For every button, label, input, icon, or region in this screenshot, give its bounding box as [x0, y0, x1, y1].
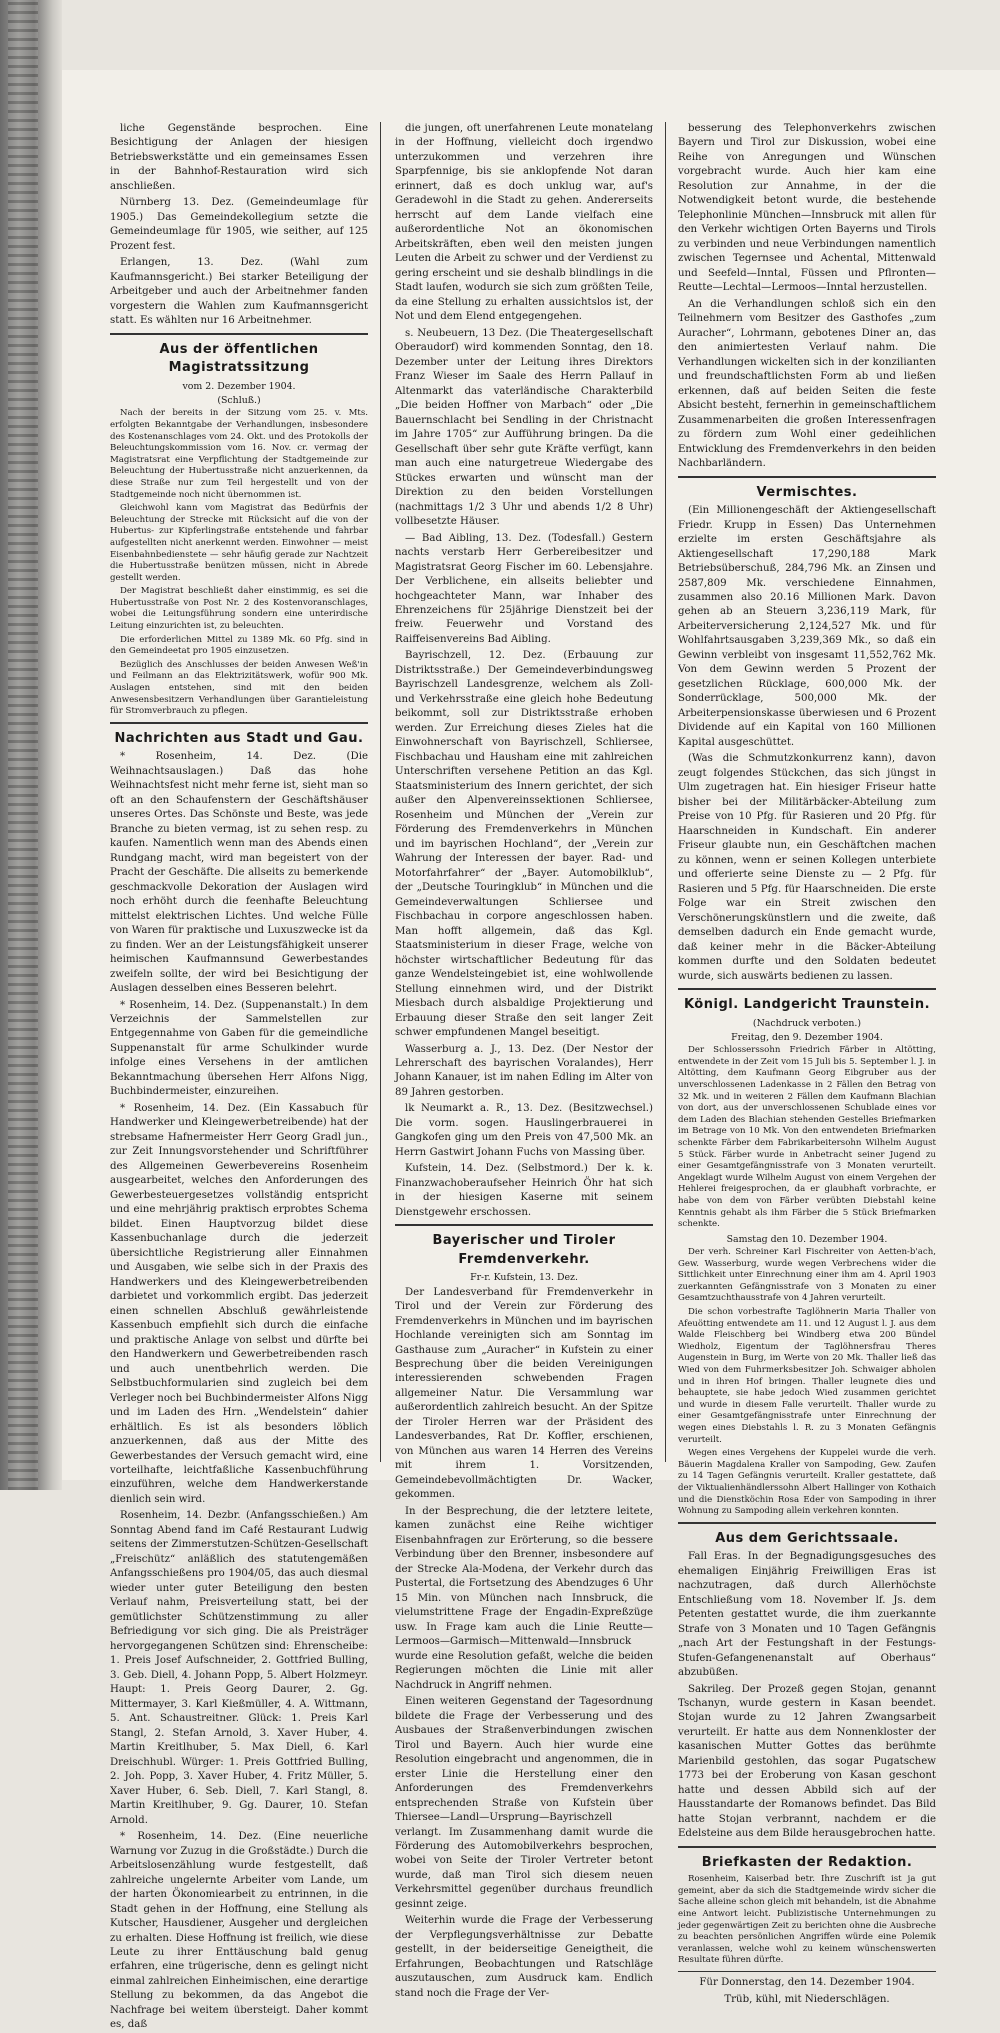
- section-divider: [395, 1224, 653, 1226]
- vermischtes-paragraph: (Was die Schmutzkonkurrenz kann), davon zeugt folgendes Stückchen, das sich jüngst in Ulm zugetragen hat. Ein hiesiger Friseur hatte bisher bei der Militärbäcker-Abteilung zum Preise von 10 Pfg. für Rasieren und 20 Pfg. für Haarschneiden in Kundschaft. Ein anderer Friseur glaubte nun, ein Geschäftchen machen zu können, wenn er seinen Kollegen unterbiete und offerierte seine Dienste zu — 2 Pfg. für Rasieren und 5 Pfg. für Haarschneiden. Die erste Folge war ein Streit zwischen den Verschönerungskünstlern und die zweite, daß demselben dadurch ein Ende gemacht wurde, daß keiner mehr in die Bäcker-Abteilung kommen durfte und den Soldaten bedeutet wurde, sich auswärts bedienen zu lassen.: [678, 753, 936, 982]
- weather-date: Für Donnerstag, den 14. Dezember 1904.: [699, 1977, 915, 1989]
- section-date: vom 2. Dezember 1904.: [182, 380, 296, 392]
- section-divider: [678, 1846, 936, 1848]
- briefkasten-paragraph: Rosenheim, Kaiserbad betr. Ihre Zuschrift ist ja gut gemeint, aber da sich die Stadtgemeinde wirdv sicher die Sache alleine schon gleich mit behandeln, ist die Abnahme eine Antwort leicht. Publizistische Unternehmungen zu jeder gegenwärtigen Zeit zu berichten ohne die Ausbreche zu beachten persönlichen Angriffen würde eine Polemik veranlassen, welche wohl zu keinem wünschenswerten Resultate führen dürfte.: [678, 1874, 936, 1966]
- section-heading-fremdenverkehr: Bayerischer und Tiroler Fremdenverkehr.: [432, 1233, 616, 1267]
- court-paragraph: Der verh. Schreiner Karl Fischreiter von Aetten-b'ach, Gew. Wasserburg, wurde wegen Verbrechens wider die Sittlichkeit unter Einrechnung einer ihm am 4. April 1903 zuerkannten Gefängnisstrafe von 3 Monaten zu einer Gesamtzuchthausstrafe von 4 Jahren verurteilt.: [678, 1247, 936, 1304]
- section-heading-vermischtes: Vermischtes.: [756, 484, 858, 500]
- article-bad-aibling: — Bad Aibling, 13. Dez. (Todesfall.) Gestern nachts verstarb Herr Gerbereibesitzer und Magistratsrat Georg Fischer im 60. Lebensjahre. Der Verblichene, ein allseits beliebter und hochgeachteter Mann, war Inhaber des Ehrenzeichens für 25jährige Dienstzeit bei der freiw. Feuerwehr und Vorstand des Raiffeisenvereins Bad Aibling.: [395, 532, 653, 645]
- article-wasserburg: Wasserburg a. J., 13. Dez. (Der Nestor der Lehrerschaft des bayrischen Voralandes), Herr Johann Kanauer, ist im nahen Edling im Alter von 89 Jahren gestorben.: [395, 1043, 653, 1098]
- verkehr-paragraph: Einen weiteren Gegenstand der Tagesordnung bildete die Frage der Verbesserung und des Ausbaues der Straßenverbindungen zwischen Tirol und Bayern. Auch hier wurde eine Resolution eingebracht und angenommen, die in erster Linie die Herstellung einer den Anforderungen des Fremdenverkehrs entsprechenden Straße von Kufstein über Thiersee—Landl—Ursprung—Bayrischzell verlangt. Im Zusammenhang damit wurde die Förderung des Automobilverkehrs besprochen, wobei von Seite der Tiroler Vertreter betont wurde, daß man Tirol sich diesem neuen Verkehrsmittel gegenüber durchaus freundlich gesinnt zeige.: [395, 1696, 653, 1910]
- section-date: Freitag, den 9. Dezember 1904.: [731, 1031, 883, 1043]
- court-paragraph: Die schon vorbestrafte Taglöhnerin Maria Thaller von Afeuötting entwendete am 11. und 12 August l. J. aus dem Walde Fleischberg bei Windberg etwa 200 Bündel Wiedholz, Eigentum der Taglöhnersfrau Theres Augenstein in Burg, im Werte von 20 Mk. Thaller ließ das Wied von dem Fuhrmerksbesitzer Joh. Schwaiger abholen und in ihren Hof bringen. Thaller leugnete dies und behauptete, sie habe jedoch Wied zusammen gerichtet und wurde in diesem Falle verurteilt. Thaller wurde zu einer Gesamtgefängnisstrafe unter Einrechnung der wegen eines Diebstahls l. R. zu 3 Monaten Gefängnis verurteilt.: [678, 1307, 936, 1445]
- book-binding-edge: [0, 0, 62, 1490]
- magistrat-paragraph: Die erforderlichen Mittel zu 1389 Mk. 60 Pfg. sind in den Gemeindeetat pro 1905 einzusetzen.: [110, 634, 368, 657]
- section-divider: [678, 1522, 936, 1524]
- section-divider: [110, 333, 368, 335]
- section-divider: [678, 476, 936, 478]
- column-rule: [380, 122, 381, 1462]
- section-dateline: Fr-r. Kufstein, 13. Dez.: [470, 1272, 578, 1284]
- column-rule: [665, 122, 666, 1462]
- verkehr-paragraph: An die Verhandlungen schloß sich ein den Teilnehmern vom Besitzer des Gasthofes „zum Auracher“, Lohrmann, gebotenes Diner an, das den animiertesten Verlauf nahm. Die Verhandlungen wickelten sich in der konzilianten und freundschaftlichsten Form ab und ließen erkennen, daß auf beiden Seiten die feste Absicht besteht, fernerhin in gemeinschaftlichem Zusammenarbeiten die großen Interessenfragen zu fördern zum Wohl einer gedeihlichen Entwicklung des Fremdenverkehrs in den beiden Nachbarländern.: [678, 298, 936, 470]
- newspaper-page: [62, 70, 1000, 2031]
- verkehr-paragraph: In der Besprechung, die der letztere leitete, kamen zunächst eine Reihe wichtiger Eisenbahnfragen zur Erörterung, so die bessere Verbindung über den Brenner, insbesondere auf der Strecke Ala-Modena, der Verkehr durch das Pustertal, die Fortsetzung des Abendzuges 6 Uhr 15 Min. von München nach Innsbruck, die vielumstrittene Frage der Engadin-Expreßzüge usw. In Frage kam auch die Linie Reutte—Lermoos—Garmisch—Mittenwald—Innsbruck wurde eine Resolution gefaßt, welche die beiden Regierungen möchten die Linie mit aller Nachdruck in Angriff nehmen.: [395, 1505, 653, 1691]
- article-kufstein: Kufstein, 14. Dez. (Selbstmord.) Der k. k. Finanzwachoberaufseher Heinrich Öhr hat sich in der hiesigen Kaserne mit seinem Dienstgewehr erschossen.: [395, 1163, 653, 1218]
- section-heading-briefkasten: Briefkasten der Redaktion.: [701, 1854, 913, 1870]
- section-heading-landgericht: Königl. Landgericht Traunstein.: [683, 997, 931, 1013]
- magistrat-paragraph: Der Magistrat beschließt daher einstimmig, es sei die Hubertusstraße von Post Nr. 2 des Kostenvoranschlages, wobei die Leitungsführung sondern eine unterirdische Leitung einzurichten ist, zu beleuchten.: [110, 586, 368, 632]
- vermischtes-paragraph: (Ein Millionengeschäft der Aktiengesellschaft Friedr. Krupp in Essen) Das Unternehmen erzielte im ersten Geschäftsjahre als Aktiengesellschaft 17,290,188 Mark Betriebsüberschuß, 284,796 Mk. an Zinsen und 2587,809 Mk. verschiedene Einnahmen, zusammen also 20.16 Millionen Mark. Davon gehen ab an Steuern 3,236,119 Mark, für Arbeiterversicherung 2,124,527 Mk. und für Wohlfahrtsausgaben 3,239,369 Mk., so daß ein Gewinn verbleibt von insgesamt 11,552,762 Mk. Von dem Gewinn werden 5 Prozent der gesetzlichen Rücklage, 600,000 Mk. der Sonderrücklage, 500,000 Mk. der Arbeiterpensionskasse überwiesen und 6 Prozent Dividende auf ein Kapital von 160 Millionen Kapital ausgeschüttet.: [678, 505, 936, 748]
- magistrat-paragraph: Gleichwohl kann vom Magistrat das Bedürfnis der Beleuchtung der Strecke mit Rücksicht auf die von der Hubertus- zur Kipferlingstraße entstehende und fahrbar aufgestellten nicht anerkennt werden. Einwohner — meist Eisenbahnbedienstete — sehr häufig gerade zur Nachtzeit die Hubertusstraße benützen müssen, nicht in Abrede gestellt werden.: [110, 503, 368, 583]
- article-erlangen: Erlangen, 13. Dez. (Wahl zum Kaufmannsgericht.) Bei starker Beteiligung der Arbeitgeber und auch der Arbeitnehmer fanden vorgestern die Wahlen zum Kaufmannsgericht statt. Es wählten nur 16 Arbeitnehmer.: [110, 257, 368, 327]
- weather-forecast: Trüb, kühl, mit Niederschlägen.: [724, 1993, 890, 2005]
- section-note: (Nachdruck verboten.): [752, 1017, 862, 1029]
- section-divider: [110, 722, 368, 724]
- article-bayrischzell: Bayrischzell, 12. Dez. (Erbauung zur Distriktsstraße.) Der Gemeindeverbindungsweg Bayrischzell Landesgrenze, welchem als Zoll- und Verkehrsstraße eine gleich hohe Bedeutung beikommt, soll zur Distriktsstraße erhoben werden. Zur Erreichung dieses Zieles hat die Einwohnerschaft von Bayrischzell, Schliersee, Fischbachau und Hausham eine mit zahlreichen Unterschriften versehene Petition an das Kgl. Staatsministerium des Innern gerichtet, der sich außer den Alpenvereinssektionen Schliersee, Rosenheim und München der „Verein zur Förderung des Fremdenverkehrs in München und im bayrischen Hochland“, der „Verein zur Wahrung der Interessen der bayer. Rad- und Motorfahrfahrer“ der „Bayer. Automobilklub“, der „Deutsche Touringklub“ in München und die Gemeindeverwaltungen Schliersee und Fischbachau in corpore angeschlossen haben. Man hofft allgemein, daß das Kgl. Staatsministerium in dieser Frage, welche von höchster wirtschaftlicher Bedeutung für das ganze Wendelsteingebiet ist, eine wohlwollende Stellung einnehmen wird, und der Distrikt Miesbach durch alsbaldige Projektierung und Erbauung dieser Straße den seit langer Zeit schwer empfundenen Mangel beseitigt.: [395, 650, 653, 1039]
- column-3: [678, 122, 936, 2005]
- magistrat-paragraph: Bezüglich des Anschlusses der beiden Anwesen Weß'in und Feilmann an das Elektrizitätswerk, wofür 900 Mk. Auslagen entstehen, sind mit den beiden Anwesensbesitzern Verhandlungen über Garantieleistung für Stromverbrauch zu pflegen.: [110, 659, 368, 717]
- article-rosenheim: Rosenheim, 14. Dezbr. (Anfangsschießen.) Am Sonntag Abend fand im Café Restaurant Ludwig seitens der Zimmerstutzen-Schützen-Gesellschaft „Freischütz“ anläßlich des statutengemäßen Anfangsschießens pro 1904/05, das auch diesmal wieder unter guter Beteiligung den besten Verlauf nahm, Preisverteilung statt, bei der gemütlichster Schützenstimmung zu aller Befriedigung vor sich ging. Die als Preisträger hervorgegangenen Schützen sind: Ehrenscheibe: 1. Preis Josef Aufschneider, 2. Gottfried Bulling, 3. Geb. Diell, 4. Johann Popp, 5. Albert Holzmeyr. Haupt: 1. Preis Georg Daurer, 2. Gg. Mittermayer, 3. Karl Kießmüller, 4. A. Wittmann, 5. Ant. Schaustreitner. Glück: 1. Preis Karl Stangl, 2. Stefan Arnold, 3. Xaver Huber, 4. Martin Kreitlhuber, 5. Max Diell, 6. Karl Dreischhubl. Würger: 1. Preis Gottfried Bulling, 2. Joh. Popp, 3. Xaver Huber, 4. Fritz Müller, 5. Xaver Huber, 6. Seb. Diell, 7. Karl Stangl, 8. Martin Kreitlhuber, 9. Gg. Daurer, 10. Stefan Arnold.: [110, 1510, 368, 1826]
- magistrat-paragraph: Nach der bereits in der Sitzung vom 25. v. Mts. erfolgten Bekanntgabe der Verhandlungen, insbesondere des Kostenanschlages vom 24. Okt. und des Protokolls der Beleuchtungskommission vom 16. Nov. cr. vermag der Magistratsrat eine Verpflichtung der Stadtgemeinde zur Beleuchtung der Hubertusstraße nicht anzuerkennen, da diese Straße nur zum Teil hergestellt und von der Stadtgemeinde noch nicht übernommen ist.: [110, 408, 368, 500]
- article-rosenheim: * Rosenheim, 14. Dez. (Ein Kassabuch für Handwerker und Kleingewerbetreibende) hat der strebsame Hafnermeister Herr Georg Gradl jun., zur Zeit Innungsvorstehender und Schriftführer des Allgemeinen Gewerbevereins Rosenheim ausgearbeitet, welches den Anforderungen des Gewerbesteuergesetzes vollständig entspricht und eine mehrjährig praktisch erprobtes Schema bildet. Einen Hauptvorzug bildet diese Kassenbuchanlage durch die jederzeit übersichtliche Registrierung aller Einnahmen und Ausgaben, wie selbe sich in der Praxis des Handwerkers und des Kleingewerbetreibenden darbietet und vorkommlich ergibt. Das jederzeit einen schnellen Abschluß gewährleistende Kassenbuch empfiehlt sich durch die einfache und praktische Anlage von selbst und dürfte bei den Handwerkern und Gewerbetreibenden rasch und auch unentbehrlich werden. Die Selbstbuchformularien sind zugleich bei dem Verleger noch bei Buchbindermeister Alfons Nigg und im Laden des Hrn. „Wendelstein“ dahier erhältlich. Es ist als besonders löblich anzuerkennen, daß aus der Mitte des Gewerbestandes der Versuch gemacht wird, eine vorteilhafte, leichtfaßliche Kassenbuchführung einzuführen, welche dem Handwerkerstande dienlich sein wird.: [110, 1102, 368, 1505]
- article-text: die jungen, oft unerfahrenen Leute monatelang in der Hoffnung, vielleicht doch irgendwo unterzukommen und verzehren ihre Sparpfennige, bis sie anklopfende Not daran erinnert, daß es doch unklug war, auf's Geradewohl in die Stadt zu gehen. Andererseits herrscht auf dem Lande vielfach eine außerordentliche Not an ökonomischen Arbeitskräften, eben weil den meisten jungen Leuten die Arbeit zu schwer und der Verdienst zu gering erscheint und sie deshalb blindlings in die Stadt laufen, wodurch sie sich zum größten Teile, da eine Stellung zu erhalten aussichtslos ist, der Not und dem Elend entgegengehen.: [395, 123, 653, 323]
- section-divider: [678, 1971, 936, 1972]
- article-text: liche Gegenstände besprochen. Eine Besichtigung der Anlagen der hiesigen Betriebswerkstätte und ein gemeinsames Essen in der Bahnhof-Restauration wird sich anschließen.: [110, 123, 368, 192]
- section-note: (Schluß.): [217, 395, 261, 407]
- section-heading-nachrichten: Nachrichten aus Stadt und Gau.: [114, 730, 364, 746]
- gericht-paragraph: Sakrileg. Der Prozeß gegen Stojan, genannt Tschanyn, wurde gestern in Kasan beendet. Stojan wurde zu 12 Jahren Zwangsarbeit verurteilt. Er hatte aus dem Nonnenkloster der kasanischen Mutter Gottes das berühmte Marienbild gestohlen, das sogar Pugatschew 1773 bei der Eroberung von Kasan geschont hatte und dessen Abbild sich auf der Hausstandarte der Romanows befindet. Das Bild hatte Stojan verbrannt, nachdem er die Edelsteine aus dem Bilde herausgebrochen hatte.: [678, 1683, 936, 1840]
- court-paragraph: Wegen eines Vergehens der Kuppelei wurde die verh. Bäuerin Magdalena Kraller von Sampoding, Gew. Zaufen zu 14 Tagen Gefängnis verurteilt. Kraller gestattete, daß der Viktualienhändlerssohn Albert Hallinger von Kothaich und die Dienstköchin Rosa Eder von Sampoding in ihrer Wohnung zu Sampoding allein verkehren konnten.: [678, 1448, 936, 1517]
- gericht-paragraph: Fall Eras. In der Begnadigungsgesuches des ehemaligen Einjährig Freiwilligen Eras ist nachzutragen, daß durch Allerhöchste Entschließung vom 18. November lf. Js. dem Petenten gestattet wurde, die ihm zuerkannte Strafe von 3 Monaten und 10 Tagen Gefängnis „nach Art der Festungshaft in der Festungs-Stufen-Gefangenenanstalt auf Oberhaus“ abzubüßen.: [678, 1551, 936, 1679]
- section-divider: [678, 988, 936, 990]
- verkehr-paragraph: Der Landesverband für Fremdenverkehr in Tirol und der Verein zur Förderung des Fremdenverkehrs in München und im bayrischen Hochlande vereinigten sich am Sonntag im Gasthause zum „Auracher“ in Kufstein zu einer Besprechung über die beiden Vereinigungen interessierenden schwebenden Fragen allgemeiner Natur. Die Versammlung war außerordentlich zahlreich besucht. An der Spitze der Tiroler Herren war der Präsident des Landesverbandes, Rat Dr. Koffler, erschienen, von München aus waren 14 Herren des Vereins mit ihrem 1. Vorsitzenden, Gemeindebevollmächtigten Dr. Wacker, gekommen.: [395, 1286, 653, 1501]
- article-rosenheim: * Rosenheim, 14. Dez. (Die Weihnachtsauslagen.) Daß das hohe Weihnachtsfest nicht mehr ferne ist, sieht man so oft an den Schaufenstern der Geschäftshäuser unseres Ortes. Das Schönste und Beste, was jede Branche zu bieten vermag, ist zu sehen resp. zu kaufen. Namentlich wenn man des Abends einen Rundgang macht, wird man begeistert von der Pracht der Geschäfte. Die allseits zu bemerkende geschmackvolle Dekoration der Auslagen wird noch erhöht durch die feenhafte Beleuchtung mittelst elektrischen Lichtes. Und welche Fülle von Waren für praktische und Luxuszwecke ist da zu finden. Wer an der Leistungsfähigkeit unserer heimischen Kaufmannsund Gewerbestandes zweifeln sollte, der wird bei Besichtigung der Auslagen desselben eines Besseren belehrt.: [110, 751, 368, 995]
- article-rosenheim: * Rosenheim, 14. Dez. (Suppenanstalt.) In dem Verzeichnis der Sammelstellen zur Entgegennahme von Gaben für die gemeindliche Suppenanstalt für arme Schulkinder wurde infolge eines Versehens in der amtlichen Bekanntmachung übersehen Herr Alfons Nigg, Buchbindermeister, einzureihen.: [110, 999, 368, 1098]
- article-neubeuern: s. Neubeuern, 13 Dez. (Die Theatergesellschaft Oberaudorf) wird kommenden Sonntag, den 18. Dezember unter der Leitung ihres Direktors Franz Wieser im Saale des Herrn Pallauf in Altenmarkt das vaterländische Charakterbild „Die beiden Hoffner von Marbach“ oder „Die Bauernschlacht bei Sendling in der Christnacht im Jahre 1705“ zur Aufführung bringen. Da die Gesellschaft über sehr gute Kräfte verfügt, kann man auch eine naturgetreue Wiedergabe des Stückes erwarten und wünscht man der Direktion zu den beiden Vorstellungen (nachmittags 1/2 3 Uhr und abends 1/2 8 Uhr) vollbesetzte Häuser.: [395, 327, 653, 528]
- section-date: Samstag den 10. Dezember 1904.: [726, 1233, 888, 1245]
- article-neumarkt: lk Neumarkt a. R., 13. Dez. (Besitzwechsel.) Die vorm. sogen. Hauslingerbrauerei in Gangkofen ging um den Preis von 47,500 Mk. an Herrn Gastwirt Johann Fuchs von Massing über.: [395, 1103, 653, 1158]
- verkehr-paragraph: besserung des Telephonverkehrs zwischen Bayern und Tirol zur Diskussion, wobei eine Reihe von Anregungen und Wünschen vorgebracht wurde. Auch hier kam eine Resolution zur Annahme, in der die Notwendigkeit betont wurde, die bestehende Telephonlinie München—Innsbruck mit allen für den Verkehr wichtigen Orten Bayerns und Tirols zu verbinden und neue Verbindungen namentlich zwischen Tegernsee und Achental, Mittenwald und Seefeld—Inntal, Füssen und Pflronten—Reutte—Lechtal—Lermoos—Inntal herzustellen.: [678, 123, 936, 294]
- section-heading-magistrat: Aus der öffentlichen Magistratssitzung: [159, 341, 319, 376]
- court-paragraph: Der Schlosserssohn Friedrich Färber in Altötting, entwendete in der Zeit vom 15 Juli bis 5. September l. J. in Altötting, dem Kaufmann Georg Eibgruber aus der unverschlossenen Ladenkasse in 2 Fällen den Betrag von 32 Mk. und in weiteren 2 Fällen dem Kaufmann Blachian von dort, aus der unverschlossenen Schublade eines vor dem Laden des Blachian stehenden Gestelles Briefmarken im Betrage von 10 Mk. Von den entwendeten Briefmarken schenkte Färber dem Fabrikarbeitersohn Wilhelm August 5 Stück. Färber wurde in Anbetracht seiner Jugend zu einer Gesamtgefängnisstrafe von 3 Monaten verurteilt. Angeklagt wurde Wilhelm August von einem Vergehen der Hehlerei freigesprochen, da er glaubhaft vorbrachte, er habe von dem von Färber verübten Diebstahl keine Kenntnis gehabt als ihm Färber die 5 Stück Briefmarken schenkte.: [678, 1045, 936, 1230]
- article-nuernberg: Nürnberg 13. Dez. (Gemeindeumlage für 1905.) Das Gemeindekollegium setzte die Gemeindeumlage für 1905, wie seither, auf 125 Prozent fest.: [110, 197, 368, 252]
- column-1: [110, 122, 368, 2031]
- section-heading-gerichtssaal: Aus dem Gerichtssaale.: [715, 1530, 899, 1546]
- verkehr-paragraph: Weiterhin wurde die Frage der Verbesserung der Verpflegungsverhältnisse zur Debatte gestellt, in der beiderseitige Geneigtheit, die Erfahrungen, Beobachtungen und Ratschläge auszutauschen, zum Ausdruck kam. Endlich stand noch die Frage der Ver-: [395, 1915, 653, 1999]
- article-rosenheim: * Rosenheim, 14. Dez. (Eine neuerliche Warnung vor Zuzug in die Großstädte.) Durch die Arbeitslosenzählung wurde festgestellt, daß zahlreiche ungelernte Arbeiter vom Lande, um der harten Ökonomiearbeit zu entrinnen, in die Stadt gehen in der Hoffnung, eine Stellung als Kutscher, Hausdiener, Ausgeher und dergleichen zu erhalten. Diese Hoffnung ist freilich, wie diese Leute zu ihrer Enttäuschung bald genug erfahren, eine trügerische, denn es gelingt nicht einmal zahlreichen Einheimischen, eine derartige Stellung zu bekommen, da das Angebot die Nachfrage bei weitem übersteigt. Daher kommt es, daß: [110, 1831, 368, 2031]
- column-2: [395, 122, 653, 1999]
